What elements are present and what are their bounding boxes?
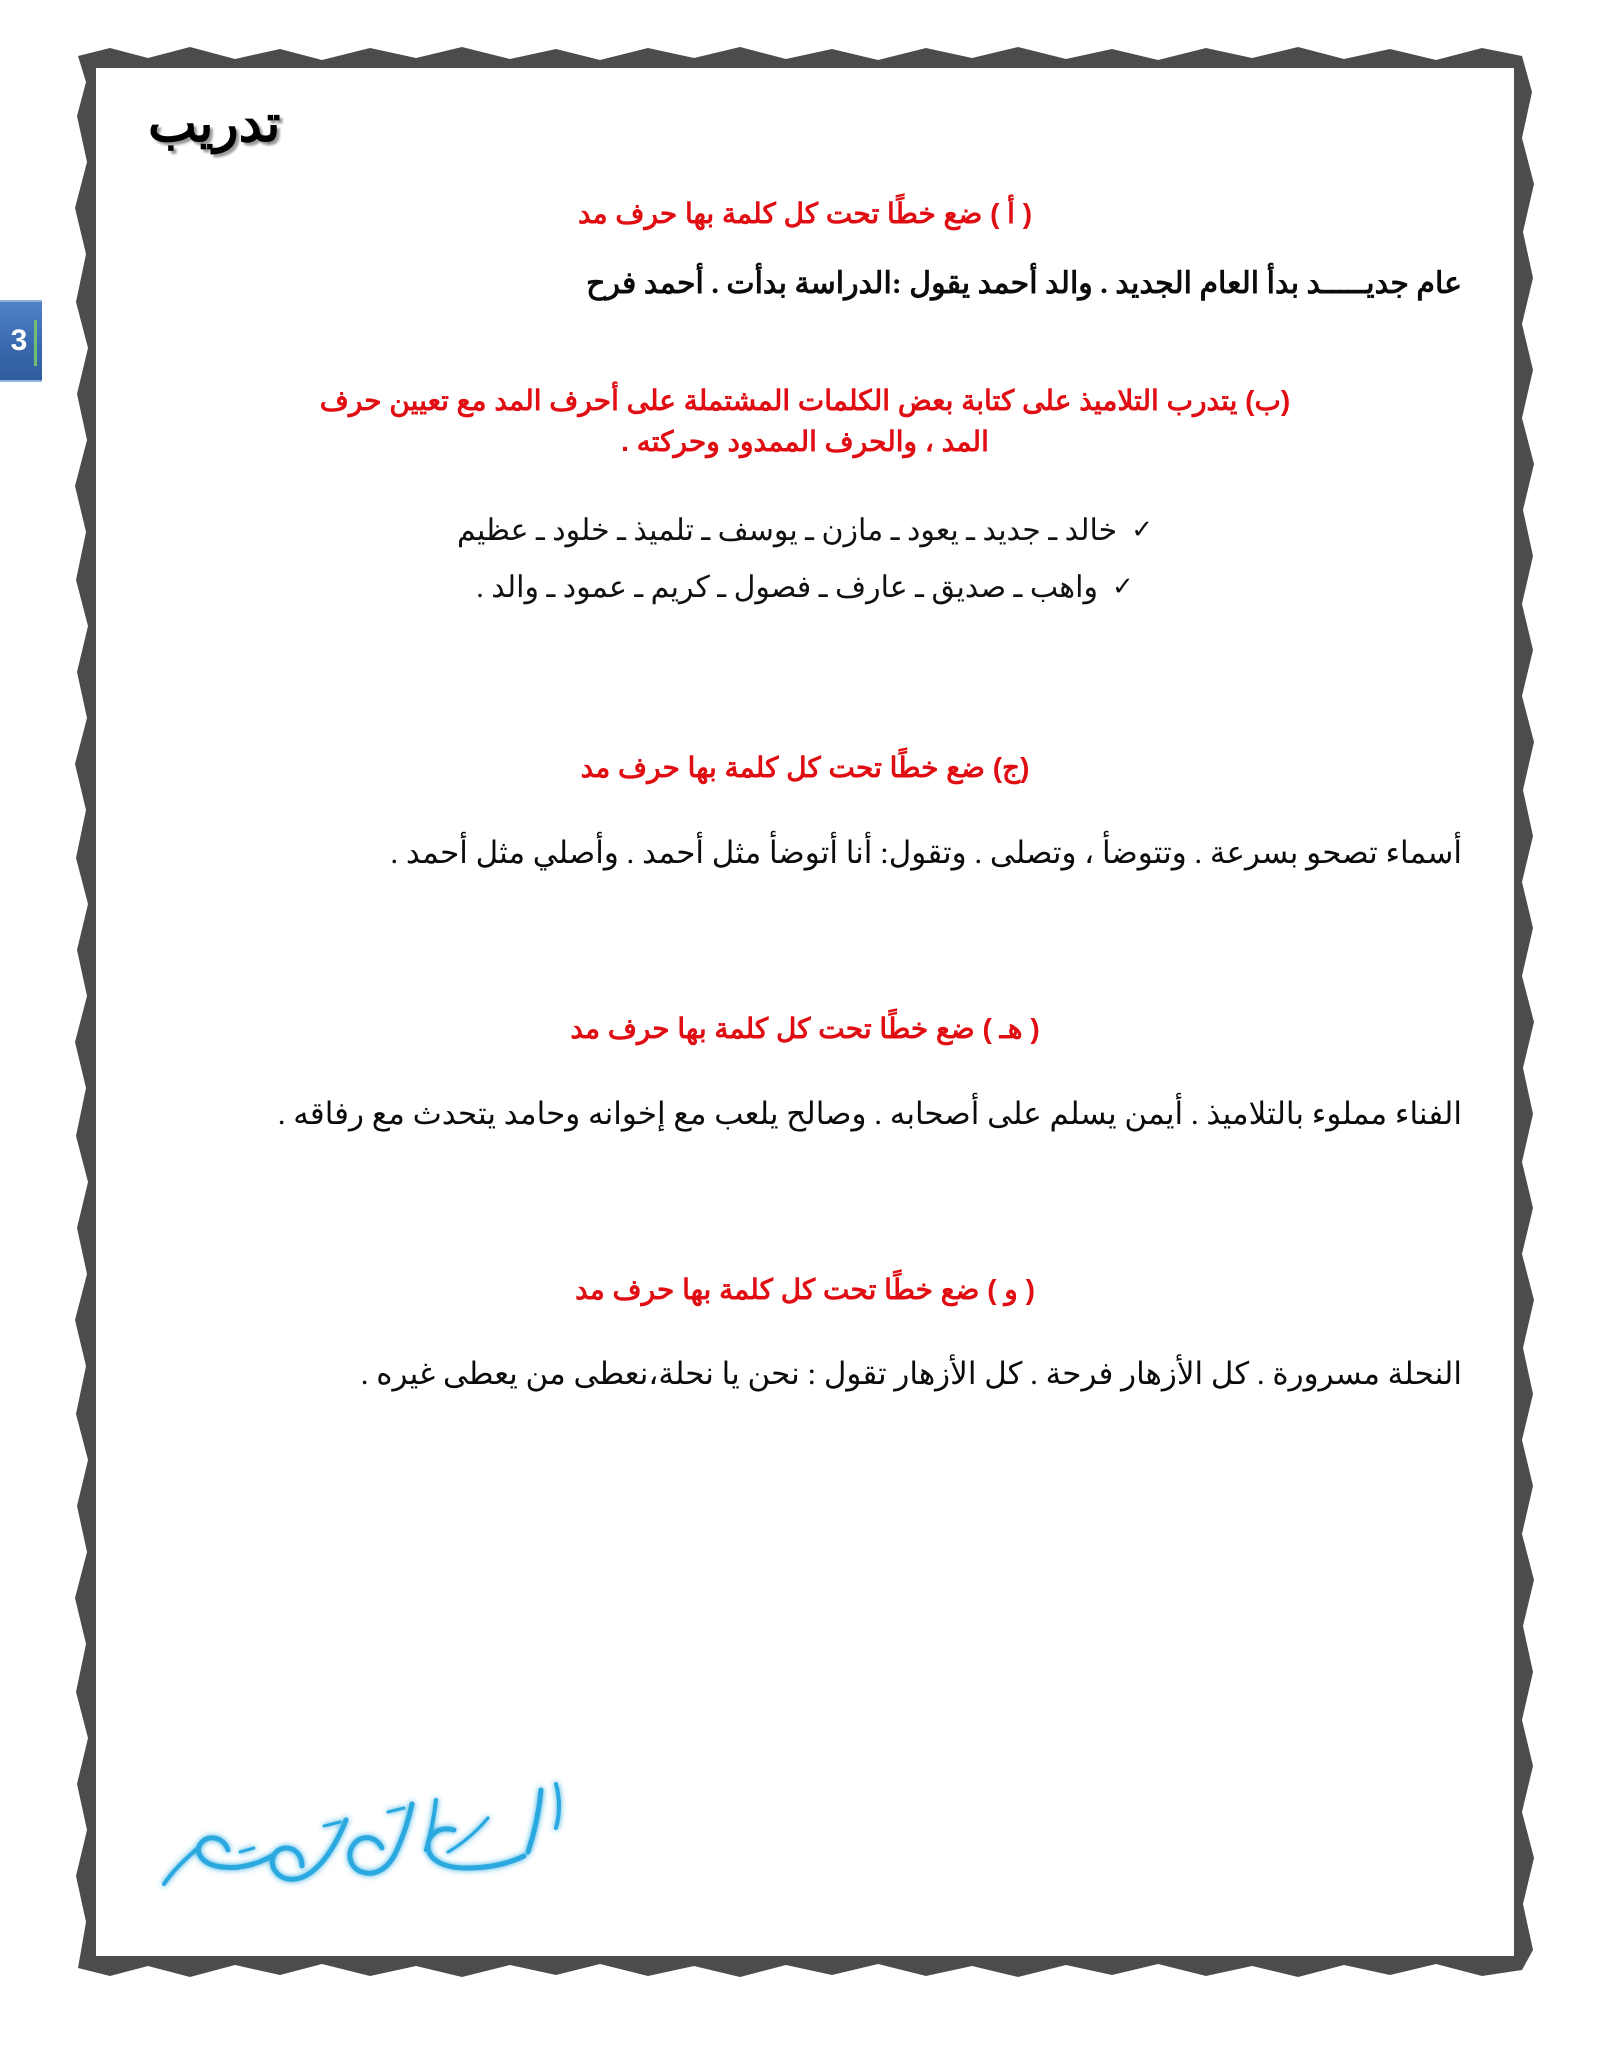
section-w-body: النحلة مسرورة . كل الأزهار فرحة . كل الأزهار تقول : نحن يا نحلة،نعطى من يعطى غيره . <box>360 1356 1462 1392</box>
section-a-heading: ( أ ) ضع خطًا تحت كل كلمة بها حرف مد <box>577 198 1033 229</box>
worksheet-page <box>96 68 1514 1956</box>
section-h-body: الفناء مملوء بالتلاميذ . أيمن يسلم على أصحابه . وصالح يلعب مع إخوانه وحامد يتحدث مع رفاقه . <box>277 1095 1462 1131</box>
section-b-heading-line2: المد ، والحرف الممدود وحركته . <box>621 425 989 457</box>
check-icon: ✓ <box>1111 572 1134 603</box>
list-item <box>148 502 1462 559</box>
page-tab[interactable] <box>0 300 42 382</box>
section-h-heading: ( هـ ) ضع خطًا تحت كل كلمة بها حرف مد <box>570 1012 1040 1044</box>
section-b <box>148 381 1462 616</box>
section-a-body: عام جديـــــد بدأ العام الجديد . والد أحمد يقول :الدراسة بدأت . أحمد فرح <box>586 266 1462 300</box>
page-tab-caret <box>34 320 37 366</box>
page-number: 3 <box>10 324 28 357</box>
section-j-heading: (ج) ضع خطًا تحت كل كلمة بها حرف مد <box>580 752 1030 784</box>
section-h <box>148 1009 1462 1138</box>
list-item-text: واهب ـ صديق ـ عارف ـ فصول ـ كريم ـ عمود ـ والد . <box>476 571 1098 605</box>
section-a <box>148 194 1462 307</box>
section-j <box>148 748 1462 877</box>
section-b-heading-line1: (ب) يتدرب التلاميذ على كتابة بعض الكلمات المشتملة على أحرف المد مع تعيين حرف <box>319 385 1291 417</box>
check-icon: ✓ <box>1131 515 1154 546</box>
section-b-word-list <box>148 502 1462 616</box>
section-w <box>148 1270 1462 1399</box>
section-j-body: أسماء تصحو بسرعة . وتتوضأ ، وتصلى . وتقول: أنا أتوضأ مثل أحمد . وأصلي مثل أحمد . <box>390 834 1462 870</box>
page-title: تدريب <box>148 96 281 153</box>
list-item <box>148 559 1462 616</box>
section-w-heading: ( و ) ضع خطًا تحت كل كلمة بها حرف مد <box>575 1273 1035 1305</box>
worksheet-content <box>96 68 1514 1956</box>
list-item-text: خالد ـ جديد ـ يعود ـ مازن ـ يوسف ـ تلميذ ـ خلود ـ عظيم <box>456 514 1118 548</box>
